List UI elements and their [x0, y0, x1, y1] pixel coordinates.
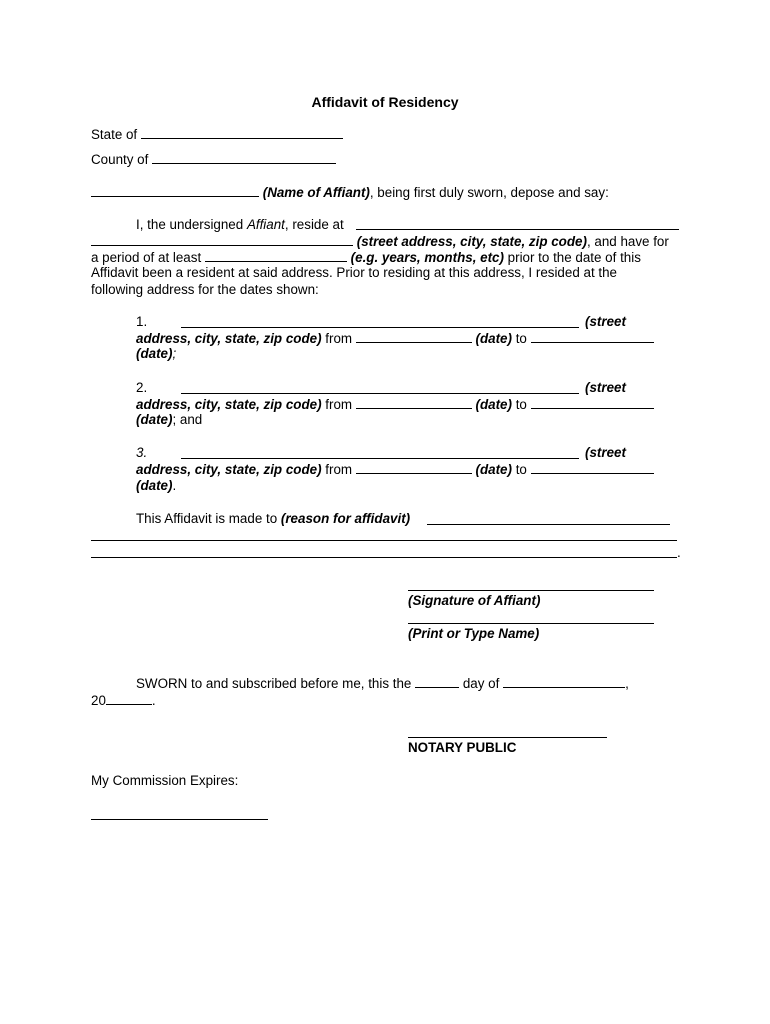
reason-field-2[interactable]	[91, 540, 677, 541]
from-word: from	[321, 397, 356, 412]
reason-label: (reason for affidavit)	[280, 511, 411, 526]
reason-text: This Affidavit is made to	[136, 511, 281, 526]
date-label: (date)	[475, 331, 512, 346]
reason-row	[136, 511, 410, 526]
prior-address-3-from-date[interactable]	[356, 461, 472, 474]
date-label: (date)	[475, 462, 512, 477]
affiant-name-label: (Name of Affiant)	[262, 185, 370, 200]
residence-line-2	[91, 233, 669, 249]
residence-line-4: Affidavit been a resident at said address. Prior to residing at this address, I resided at the	[91, 265, 618, 280]
notary-public-label: NOTARY PUBLIC	[408, 740, 517, 755]
end-suffix: ;	[172, 346, 177, 361]
county-row	[91, 151, 336, 167]
period-label: (e.g. years, months, etc)	[350, 250, 504, 265]
period-field[interactable]	[205, 249, 347, 262]
prior-address-2-end	[136, 412, 202, 427]
print-name-field[interactable]	[408, 623, 654, 624]
day-of-text: day of	[462, 676, 500, 691]
residence-line-5: following address for the dates shown:	[91, 282, 319, 297]
address-label: address, city, state, zip code)	[136, 331, 322, 346]
prior-address-3-field[interactable]	[181, 458, 579, 459]
prior-address-3-to-date[interactable]	[531, 461, 654, 474]
date-label: (date)	[475, 397, 512, 412]
sworn-day-field[interactable]	[415, 675, 459, 688]
state-label: State of	[91, 127, 138, 142]
prior-address-1-number: 1.	[136, 314, 148, 329]
prior-address-2-number: 2.	[136, 380, 148, 395]
prior-address-2-field[interactable]	[181, 393, 579, 394]
state-row	[91, 126, 343, 142]
sworn-text: SWORN to and subscribed before me, this the	[136, 676, 412, 691]
prior-address-3-end	[136, 478, 176, 493]
prior-address-2-dates	[136, 396, 654, 412]
prior-address-1-field[interactable]	[181, 327, 579, 328]
affiant-name-field[interactable]	[91, 184, 259, 197]
residence-address-field-1[interactable]	[356, 229, 679, 230]
street-address-label: (street address, city, state, zip code)	[356, 234, 587, 249]
address-label: address, city, state, zip code)	[136, 462, 322, 477]
prior-address-2-to-date[interactable]	[531, 396, 654, 409]
prior-text: prior to the date of this	[503, 250, 641, 265]
prior-address-1-end	[136, 346, 176, 361]
commission-expires-field[interactable]	[91, 819, 268, 820]
prior-address-3-number: 3.	[136, 445, 148, 460]
sworn-year-field[interactable]	[106, 692, 152, 705]
address-label: address, city, state, zip code)	[136, 397, 322, 412]
notary-signature-field[interactable]	[408, 737, 607, 738]
end-date-label: (date)	[136, 346, 173, 361]
sworn-month-field[interactable]	[503, 675, 625, 688]
end-date-label: (date)	[136, 412, 173, 427]
state-field[interactable]	[141, 126, 343, 139]
prior-address-1-to-date[interactable]	[531, 330, 654, 343]
sworn-comma: ,	[625, 676, 629, 691]
year-prefix: 20	[91, 693, 106, 708]
end-suffix: .	[172, 478, 177, 493]
to-word: to	[511, 397, 531, 412]
end-date-label: (date)	[136, 478, 173, 493]
sworn-row	[136, 675, 629, 691]
prior-address-2-street-label: (street	[585, 380, 626, 395]
prior-address-1-from-date[interactable]	[356, 330, 472, 343]
residence-intro: I, the undersigned	[136, 217, 247, 232]
affiant-word: Affiant	[246, 217, 285, 232]
reason-field-1[interactable]	[427, 524, 670, 525]
prior-address-1-dates	[136, 330, 654, 346]
sworn-year-row	[91, 692, 156, 708]
residence-address-field-2[interactable]	[91, 233, 353, 246]
document-title: Affidavit of Residency	[311, 94, 459, 110]
from-word: from	[321, 331, 356, 346]
reason-field-3[interactable]	[91, 557, 677, 558]
prior-address-3-street-label: (street	[585, 445, 626, 460]
county-field[interactable]	[152, 151, 336, 164]
have-for-text: , and have for	[586, 234, 669, 249]
commission-label: My Commission Expires:	[91, 773, 239, 788]
residence-line-3	[91, 249, 641, 265]
affiant-sworn-text: , being first duly sworn, depose and say:	[369, 185, 609, 200]
period-text: a period of at least	[91, 250, 202, 265]
prior-address-2-from-date[interactable]	[356, 396, 472, 409]
affiant-row	[91, 184, 609, 200]
residence-line-1	[136, 217, 344, 232]
prior-address-3-dates	[136, 461, 654, 477]
county-label: County of	[91, 152, 149, 167]
to-word: to	[511, 331, 531, 346]
from-word: from	[321, 462, 356, 477]
signature-label: (Signature of Affiant)	[408, 593, 541, 608]
to-word: to	[511, 462, 531, 477]
reason-end-period: .	[677, 545, 681, 560]
year-suffix: .	[151, 693, 156, 708]
signature-field[interactable]	[408, 590, 654, 591]
print-name-label: (Print or Type Name)	[408, 626, 540, 641]
end-suffix: ; and	[172, 412, 203, 427]
prior-address-1-street-label: (street	[585, 314, 626, 329]
reside-at-text: , reside at	[284, 217, 344, 232]
